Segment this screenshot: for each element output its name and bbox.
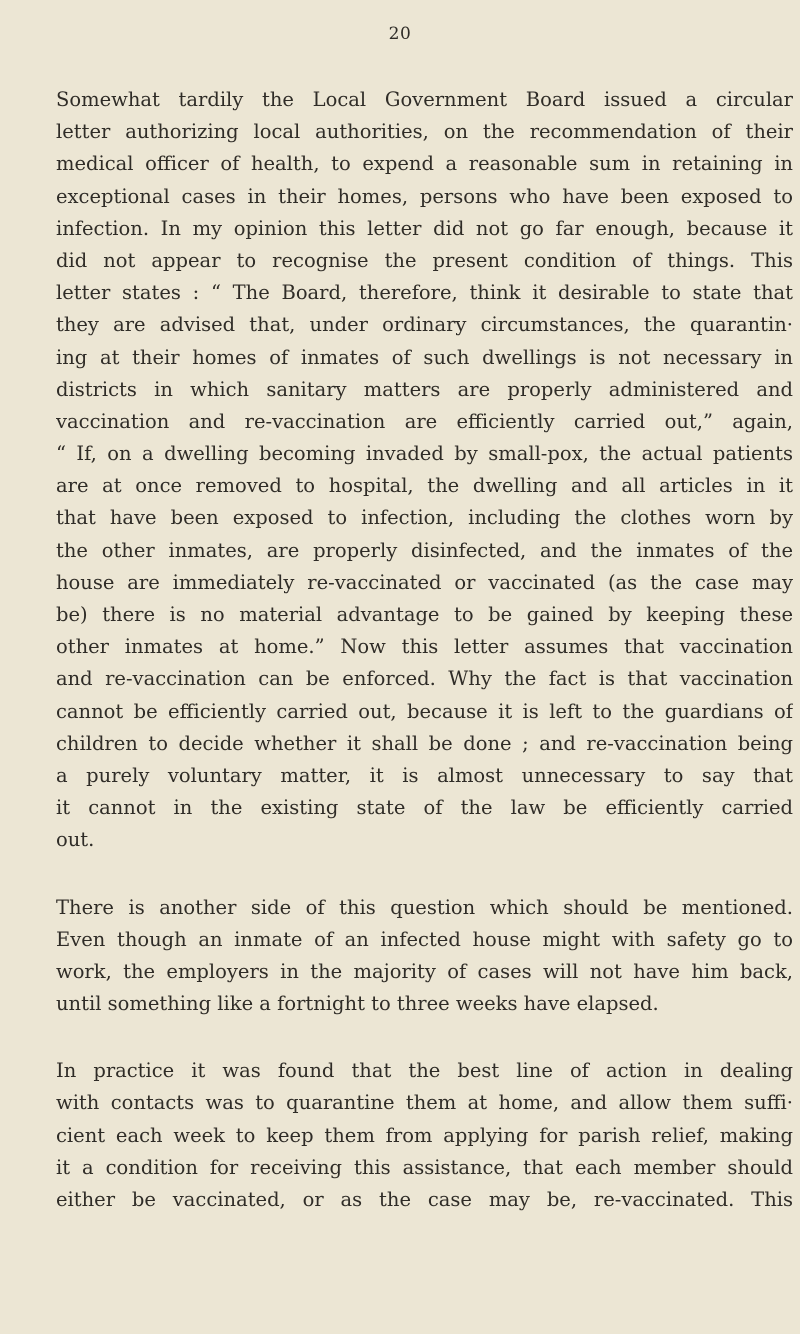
text-line: are at once removed to hospital, the dwelling and all articles in it — [56, 474, 793, 498]
text-line: either be vaccinated, or as the case may be, re-vaccinated. This — [56, 1188, 793, 1211]
text-line: infection. In my opinion this letter did not go far enough, because it — [56, 216, 793, 240]
text-line: a purely voluntary matter, it is almost unnecessary to say that — [56, 763, 793, 787]
paragraph-1 — [56, 84, 793, 857]
text-line: Even though an inmate of an infected house might with safety go to — [56, 927, 793, 951]
text-line: In practice it was found that the best line of action in dealing — [56, 1059, 793, 1083]
text-line: “ If, on a dwelling becoming invaded by small-pox, the actual patients — [56, 442, 793, 466]
text-line: medical officer of health, to expend a reasonable sum in retaining in — [56, 152, 793, 176]
page-number: 20 — [388, 24, 412, 44]
text-line: and re-vaccination can be enforced. Why the fact is that vaccination — [56, 667, 793, 691]
text-line: work, the employers in the majority of cases will not have him back, — [56, 959, 793, 983]
text-line: exceptional cases in their homes, persons who have been exposed to — [56, 184, 793, 208]
text-line: letter states : “ The Board, therefore, think it desirable to state that — [56, 281, 793, 305]
text-line: ing at their homes of inmates of such dwellings is not necessary in — [56, 345, 793, 369]
text-line: Somewhat tardily the Local Government Board issued a circular — [56, 88, 793, 111]
text-line: There is another side of this question which should be mentioned. — [56, 895, 793, 919]
text-line: with contacts was to quarantine them at home, and allow them suffi· — [56, 1091, 793, 1115]
text-line: that have been exposed to infection, including the clothes worn by — [56, 506, 793, 530]
text-line: house are immediately re-vaccinated or vaccinated (as the case may — [56, 570, 793, 594]
text-line: letter authorizing local authorities, on the recommendation of their — [56, 120, 793, 144]
text-line: they are advised that, under ordinary circumstances, the quarantin· — [56, 313, 793, 337]
text-line: the other inmates, are properly disinfected, and the inmates of the — [56, 538, 793, 562]
paragraph-2 — [56, 892, 793, 1021]
text-line: districts in which sanitary matters are properly administered and — [56, 377, 793, 401]
paragraph-3 — [56, 1055, 793, 1216]
text-line: it a condition for receiving this assistance, that each member should — [56, 1155, 793, 1179]
text-line: it cannot in the existing state of the law be efficiently carried — [56, 796, 793, 820]
text-line: until something like a fortnight to three weeks have elapsed. — [56, 992, 659, 1016]
text-line: cannot be efficiently carried out, because it is left to the guardians of — [56, 699, 793, 723]
text-line: cient each week to keep them from applying for parish relief, making — [56, 1123, 793, 1147]
text-line: other inmates at home.” Now this letter assumes that vaccination — [56, 635, 793, 659]
text-line: did not appear to recognise the present condition of things. This — [56, 248, 793, 272]
text-line: children to decide whether it shall be done ; and re-vaccination being — [56, 731, 793, 755]
text-line: vaccination and re-vaccination are efficiently carried out,” again, — [56, 409, 793, 433]
text-line: out. — [56, 828, 95, 852]
text-line: be) there is no material advantage to be gained by keeping these — [56, 603, 793, 626]
body-text — [56, 84, 793, 1216]
